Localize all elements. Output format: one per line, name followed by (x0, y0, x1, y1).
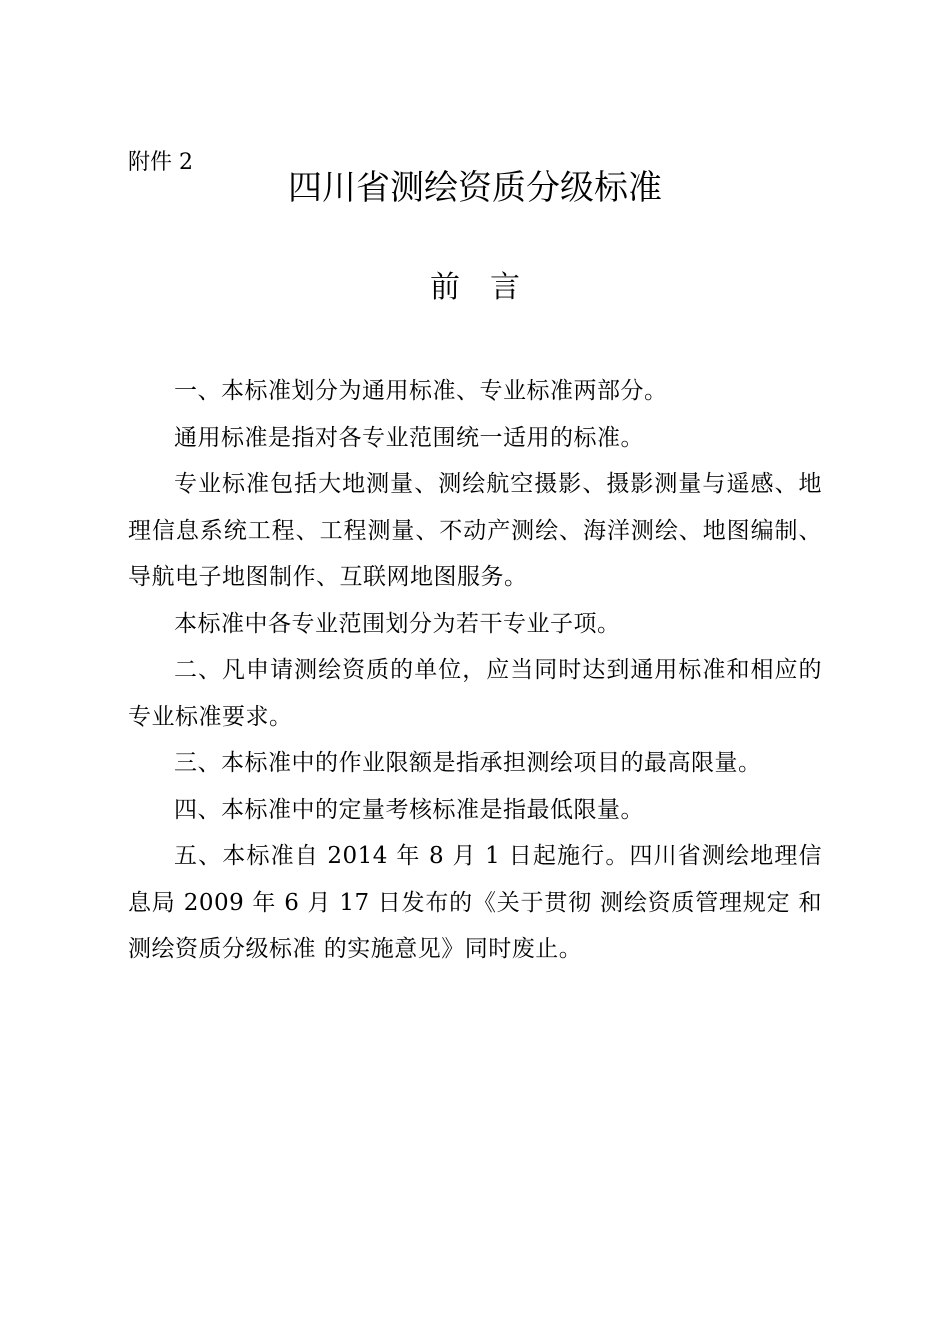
paragraph: 三、本标准中的作业限额是指承担测绘项目的最高限量。 (174, 750, 762, 776)
document-body (128, 368, 822, 973)
preface-heading: 前 言 (430, 270, 520, 305)
paragraph: 二、凡申请测绘资质的单位，应当同时达到通用标准和相应的专业标准要求。 (128, 657, 822, 730)
paragraph: 四、本标准中的定量考核标准是指最低限量。 (174, 796, 644, 823)
paragraph: 专业标准包括大地测量、测绘航空摄影、摄影测量与遥感、地理信息系统工程、工程测量、不动产测绘、海洋测绘、地图编制、导航电子地图制作、互联网地图服务。 (128, 471, 822, 590)
paragraph: 一、本标准划分为通用标准、专业标准两部分。 (174, 378, 668, 404)
paragraph: 五、本标准自 2014 年 8 月 1 日起施行。四川省测绘地理信息局 2009 年 6 月 17 日发布的《关于贯彻 测绘资质管理规定 和 测绘资质分级标准 的实施意见》同时废止。 (128, 843, 822, 962)
paragraph: 本标准中各专业范围划分为若干专业子项。 (174, 610, 621, 637)
attachment-label: 附件 2 (128, 150, 193, 175)
paragraph: 通用标准是指对各专业范围统一适用的标准。 (174, 424, 644, 451)
document-title: 四川省测绘资质分级标准 (288, 168, 662, 208)
